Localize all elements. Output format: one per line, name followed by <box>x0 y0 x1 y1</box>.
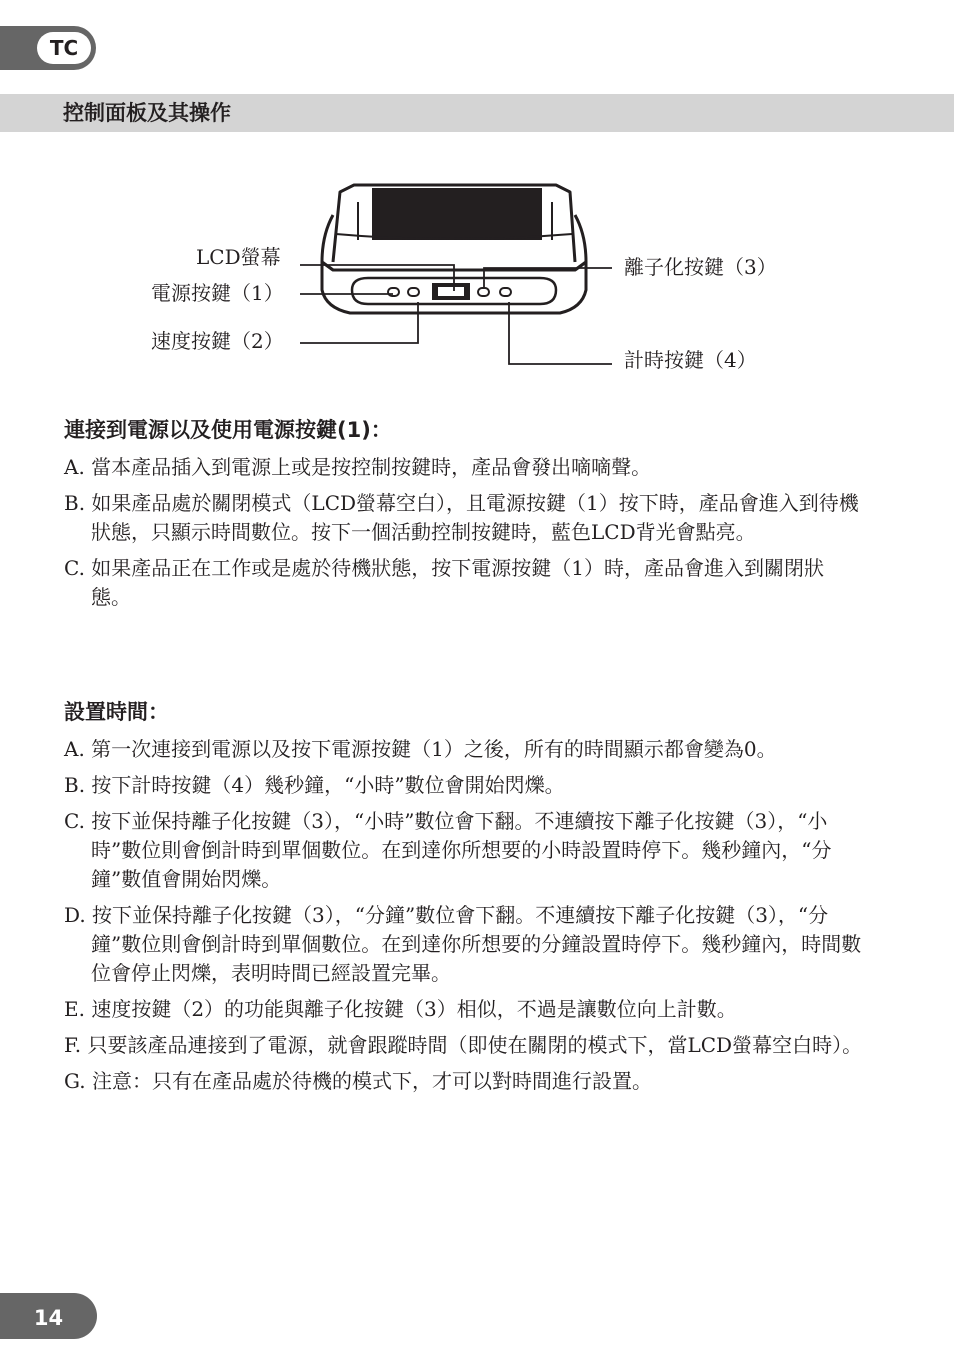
control-panel-illustration <box>0 180 954 390</box>
timer-button-label: 計時按鍵（4） <box>624 348 757 372</box>
page-number: 14 <box>33 1306 64 1330</box>
speed-button-label: 速度按鍵（2） <box>151 329 284 353</box>
power-section-heading: 連接到電源以及使用電源按鍵(1)： <box>64 418 392 442</box>
section-header-bar <box>0 94 954 132</box>
list-item: A. 第一次連接到電源以及按下電源按鍵（1）之後，所有的時間顯示都會變為0。 <box>64 737 777 761</box>
list-item: B. 按下計時按鍵（4）幾秒鐘，“小時”數位會開始閃爍。 <box>64 773 565 797</box>
page-number-tab <box>0 1293 97 1339</box>
list-item: G. 注意：只有在產品處於待機的模式下，才可以對時間進行設置。 <box>64 1069 652 1093</box>
time-instructions-list <box>64 735 864 1103</box>
list-item: F. 只要該產品連接到了電源，就會跟蹤時間（即使在關閉的模式下，當LCD螢幕空白時）。 <box>64 1033 863 1057</box>
list-item: C. 如果產品正在工作或是處於待機狀態，按下電源按鍵（1）時，產品會進入到關閉狀態。 <box>64 556 825 609</box>
control-panel-diagram <box>0 180 954 390</box>
ionizer-button-label: 離子化按鍵（3） <box>624 255 777 279</box>
section-title: 控制面板及其操作 <box>63 101 231 125</box>
power-instructions-list <box>64 453 864 619</box>
list-item: D. 按下並保持離子化按鍵（3），“分鐘”數位會下翻。不連續按下離子化按鍵（3），“分鐘”數位則會倒計時到單個數位。在到達你所想要的分鐘設置時停下。幾秒鐘內，時間數位會停止閃爍，表明時間已經設置完畢。 <box>64 903 862 985</box>
list-item: C. 按下並保持離子化按鍵（3），“小時”數位會下翻。不連續按下離子化按鍵（3），“小時”數位則會倒計時到單個數位。在到達你所想要的小時設置時停下。幾秒鐘內，“分鐘”數值會開始閃爍。 <box>64 809 832 891</box>
lcd-screen-label: LCD螢幕 <box>196 245 281 269</box>
list-item: A. 當本產品插入到電源上或是按控制按鍵時，產品會發出嘀嘀聲。 <box>64 455 652 479</box>
time-section-heading: 設置時間： <box>64 700 169 724</box>
power-button-label: 電源按鍵（1） <box>151 281 284 305</box>
list-item: E. 速度按鍵（2）的功能與離子化按鍵（3）相似，不過是讓數位向上計數。 <box>64 997 737 1021</box>
language-tab <box>0 26 96 70</box>
language-badge: TC <box>37 32 91 64</box>
list-item: B. 如果產品處於關閉模式（LCD螢幕空白），且電源按鍵（1）按下時，產品會進入到待機狀態，只顯示時間數位。按下一個活動控制按鍵時，藍色LCD背光會點亮。 <box>64 491 859 544</box>
